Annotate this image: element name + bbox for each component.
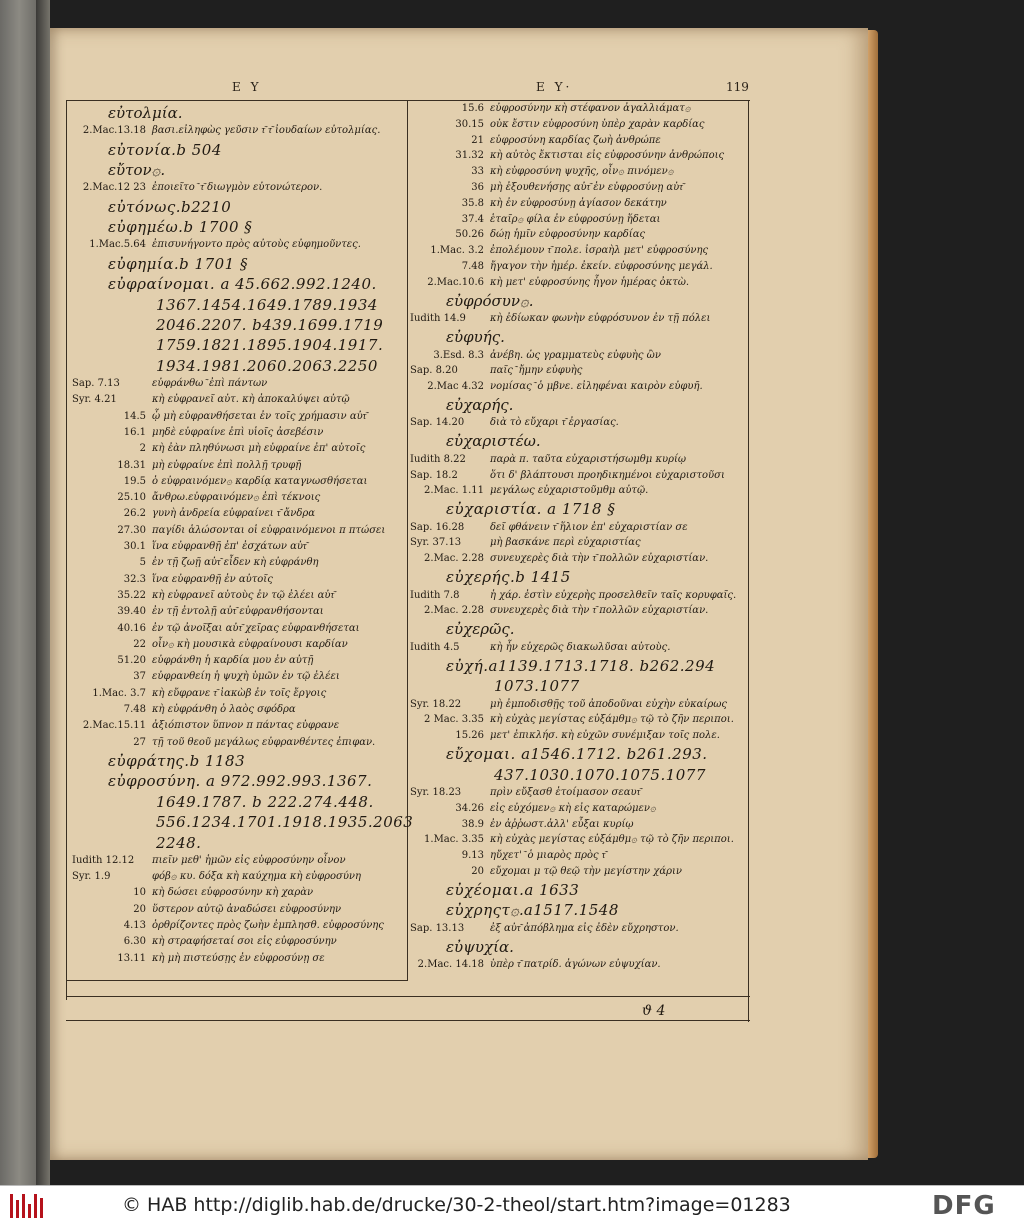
lemma-heading [72, 318, 383, 333]
quotation-text: διὰ τὸ εὔχαρι τ͂ ἐργασίας. [490, 417, 619, 428]
concordance-entry [72, 542, 307, 552]
quotation-text: ἄνθρω.εὐφραινόμεν۞ ἐπὶ τέκνοις [152, 492, 321, 503]
concordance-entry [72, 591, 334, 601]
lemma-text: εὐχαριστέω. [446, 432, 541, 450]
verse-reference: Syr. 1.9 [72, 871, 111, 882]
lemma-text: εὐχέομαι.a 1633 [446, 881, 580, 899]
concordance-entry [72, 428, 323, 438]
lemma-heading [410, 294, 534, 309]
hab-logo-icon [8, 1192, 44, 1220]
verse-reference: 33 [471, 166, 484, 177]
quotation-text: εὐφρανθείη ἡ ψυχὴ ὑμῶν ἐν τῷ ἐλέει [152, 671, 340, 682]
frame-left-rule [66, 100, 67, 1000]
quotation-text: ἐν ἀῤῥωστ.ἀλλ' εὖξαι κυρίῳ [490, 819, 634, 830]
lemma-text: 1367.1454.1649.1789.1934 [156, 296, 378, 314]
concordance-entry [410, 471, 725, 481]
concordance-entry [410, 731, 720, 741]
verse-reference: Iudith 4.5 [410, 642, 460, 653]
concordance-entry [72, 493, 320, 503]
lemma-heading [72, 836, 201, 851]
lemma-text: εὐχερής.b 1415 [446, 568, 571, 586]
concordance-entry [410, 835, 734, 845]
lemma-text: εὐφημέω.b 1700 § [108, 218, 253, 236]
concordance-entry [410, 215, 660, 225]
lemma-heading [72, 163, 165, 178]
lemma-heading [410, 883, 579, 898]
concordance-entry [72, 921, 384, 931]
concordance-entry [410, 788, 640, 798]
verse-reference: Sap. 16.28 [410, 522, 465, 533]
quotation-text: κὴ αὐτὸς ἔκτισται εἰς εὐφροσύνην ἀνθρώποις [490, 150, 725, 161]
quotation-text: ἀξιόπιστον ὕπνον π πάντας εὐφρανε [152, 720, 340, 731]
lemma-heading [410, 622, 515, 637]
quotation-text: ἡ χάρ. ἐστὶν εὐχερὴς προσελθεῖν ταῖς κορυφαῖς. [490, 590, 737, 601]
quotation-text: ὅτι δ' βλάπτουσι προηδικημένοι εὐχαριστοῦσι [490, 470, 725, 481]
quotation-text: ἑταῖρ۞ φίλα ἐν εὐφροσύνῃ ἥδεται [490, 214, 661, 225]
quotation-text: κὴ μετ' εὐφροσύνης ἦγον ἡμέρας ὀκτὼ. [490, 277, 690, 288]
frame-bottom-rule [66, 996, 750, 997]
lemma-heading [72, 106, 183, 121]
quotation-text: πρὶν εὔξασθ ἑτοίμασον σεαυτ͂ [490, 787, 641, 798]
quotation-text: ἀνέβη. ὡς γραμματεὺς εὐφυὴς ὢν [490, 350, 661, 361]
concordance-entry [72, 183, 322, 193]
verse-reference: 26.2 [123, 508, 146, 519]
verse-reference: Syr. 37.13 [410, 537, 462, 548]
book-gutter [36, 0, 50, 1185]
lemma-text: εὔτον۞. [108, 161, 166, 179]
verse-reference: 35.8 [461, 198, 484, 209]
concordance-entry [72, 607, 324, 617]
verse-reference: Iudith 7.8 [410, 590, 460, 601]
verse-reference: Iudith 12.12 [72, 855, 135, 866]
lemma-text: 1073.1077 [494, 677, 580, 695]
concordance-entry [72, 888, 313, 898]
concordance-entry [410, 366, 582, 376]
quotation-text: ἵνα εὐφρανθῇ ἐπ' ἐσχάτων αὐτ͂ [152, 541, 307, 552]
verse-reference: 2.Mac. 2.28 [424, 605, 484, 616]
quotation-text: εὔχομαι μ τῷ θεῷ τὴν μεγίστην χάριν [490, 866, 682, 877]
concordance-entry [410, 591, 736, 601]
quotation-text: κὴ εὐφρανεῖ αὐτοὺς ἐν τῷ ἐλέει αὐτ͂ [152, 590, 335, 601]
lemma-heading [410, 659, 715, 674]
lemma-heading [410, 570, 571, 585]
verse-reference: Iudith 14.9 [410, 313, 466, 324]
verse-reference: 2.Mac.10.6 [427, 277, 484, 288]
header-left: Ε Υ [232, 80, 262, 94]
lemma-text: 556.1234.1701.1918.1935.2063 [156, 813, 414, 831]
lemma-heading [410, 940, 514, 955]
verse-reference: 37 [133, 671, 146, 682]
concordance-entry [72, 937, 337, 947]
quotation-text: κὴ εὐφράνθη ὁ λαὸς σφόδρα [152, 704, 296, 715]
verse-reference: 1.Mac.5.64 [89, 239, 146, 250]
verse-reference: 38.9 [461, 819, 484, 830]
lemma-heading [410, 398, 513, 413]
lemma-text: εὐχαρής. [446, 396, 514, 414]
concordance-entry [410, 606, 708, 616]
verse-reference: 30.1 [123, 541, 146, 552]
concordance-entry [410, 486, 648, 496]
quotation-text: οὐκ ἔστιν εὐφροσύνη ὑπὲρ χαρὰν καρδίας [490, 119, 705, 130]
lemma-heading [72, 338, 383, 353]
concordance-entry [72, 526, 385, 536]
footer-bar [0, 1185, 1024, 1226]
quotation-text: παῖς ͂ ἤμην εὐφυὴς [490, 365, 583, 376]
verse-reference: 20 [133, 904, 146, 915]
quotation-text: ᾧ μὴ εὐφρανθήσεται ἐν τοῖς χρήμασιν αὐτ͂ [152, 411, 367, 422]
concordance-entry [72, 444, 365, 454]
verse-reference: 2.Mac 4.32 [427, 381, 484, 392]
verse-reference: 2 Mac. 3.35 [424, 714, 484, 725]
quotation-text: μὴ εὐφραίνε ἐπὶ πολλῇ τρυφῇ [152, 460, 302, 471]
lemma-heading [72, 257, 248, 272]
quotation-text: κὴ ἐδίωκαν φωνὴν εὐφρόσυνον ἐν τῇ πόλει [490, 313, 711, 324]
concordance-entry [72, 575, 273, 585]
lemma-text: εὐψυχία. [446, 938, 514, 956]
lemma-text: εὐφροσύνη. a 972.992.993.1367. [108, 772, 373, 790]
verse-reference: 2.Mac. 2.28 [424, 553, 484, 564]
concordance-entry [410, 700, 727, 710]
verse-reference: 14.5 [123, 411, 146, 422]
lemma-heading [72, 143, 222, 158]
lemma-heading [410, 330, 505, 345]
lemma-heading [410, 679, 580, 694]
concordance-entry [410, 262, 713, 272]
lemma-text: εὐχερῶς. [446, 620, 515, 638]
quotation-text: ἐξ αὐτ͂ ἀπόβλημα εἰς ἐδὲν εὔχρηστον. [490, 923, 679, 934]
quotation-text: ὑπὲρ τ͂ πατρίδ. ἀγώνων εὐψυχίαν. [490, 959, 661, 970]
verse-reference: 2.Mac. 1.11 [424, 485, 484, 496]
header-center: Ε Υ· [536, 80, 573, 94]
concordance-entry [410, 851, 605, 861]
verse-reference: Sap. 7.13 [72, 378, 120, 389]
lemma-heading [72, 774, 372, 789]
lemma-heading [410, 434, 541, 449]
quotation-text: κὴ εὐφροσύνη ψυχῆς, οἶν۞ πινόμεν۞ [490, 166, 674, 177]
verse-reference: 16.1 [123, 427, 146, 438]
concordance-entry [410, 554, 708, 564]
dfg-logo: DFG [932, 1191, 996, 1221]
lemma-text: εὐτολμία. [108, 104, 183, 122]
quotation-text: εὐφράνθη ἡ καρδία μου ἐν αὐτῇ [152, 655, 314, 666]
concordance-entry [410, 120, 705, 130]
quotation-text: κὴ ἐν εὐφροσύνῃ ἁγίασον δεκάτην [490, 198, 667, 209]
concordance-entry [410, 643, 670, 653]
quotation-text: μεγάλως εὐχαριστοῦμθμ αὐτῷ. [490, 485, 649, 496]
quotation-text: τῇ τοῦ θεοῦ μεγάλως εὐφρανθέντες ἐπιφαν. [152, 737, 376, 748]
verse-reference: 1.Mac. 3.2 [430, 245, 484, 256]
lemma-heading [72, 298, 378, 313]
column-divider [407, 100, 408, 980]
verse-reference: 4.13 [123, 920, 146, 931]
concordance-entry [410, 230, 645, 240]
quotation-text: μηδὲ εὐφραίνε ἐπὶ υἱοῖς ἀσεβέσιν [152, 427, 324, 438]
quotation-text: κὴ εὐχὰς μεγίστας εὐξάμθμ۞ τῷ τὸ ζῆν περιποι. [490, 714, 734, 725]
concordance-entry [410, 199, 667, 209]
lemma-text: 2046.2207. b439.1699.1719 [156, 316, 384, 334]
verse-reference: 5 [139, 557, 146, 568]
concordance-entry [72, 461, 301, 471]
lemma-text: 437.1030.1070.1075.1077 [494, 766, 706, 784]
verse-reference: Iudith 8.22 [410, 454, 466, 465]
quotation-text: κὴ εὔφρανε τ͂ ἰακὼβ ἐν τοῖς ἔργοις [152, 688, 327, 699]
concordance-entry [72, 721, 339, 731]
lemma-text: εὐτόνως.b2210 [108, 198, 232, 216]
frame-top-rule [66, 100, 750, 101]
verse-reference: 19.5 [123, 476, 146, 487]
verse-reference: 1.Mac. 3.7 [92, 688, 146, 699]
verse-reference: 30.15 [455, 119, 484, 130]
quotation-text: φόβ۞ κυ. δόξα κὴ καύχημα κὴ εὐφροσύνη [152, 871, 361, 882]
concordance-entry [72, 624, 360, 634]
concordance-entry [72, 856, 346, 866]
lemma-heading [72, 754, 245, 769]
quotation-text: ἐν τῇ ζωῇ αὐτ͂ εἶδεν κὴ εὐφράνθη [152, 557, 319, 568]
lemma-heading [72, 277, 377, 292]
concordance-entry [72, 689, 326, 699]
lemma-text: εὐφρόσυν۞. [446, 292, 534, 310]
concordance-entry [410, 820, 634, 830]
lemma-text: εὐφημία.b 1701 § [108, 255, 248, 273]
lemma-heading [72, 220, 252, 235]
lemma-text: 2248. [156, 834, 202, 852]
lemma-text: εὔχομαι. a1546.1712. b261.293. [446, 745, 708, 763]
lemma-text: εὐχρηςτ۞.a1517.1548 [446, 901, 619, 919]
quotation-text: ἐπολέμουν τ͂ πολε. ἰσραὴλ μετ' εὐφροσύνης [490, 245, 709, 256]
concordance-entry [72, 656, 313, 666]
quotation-text: δώῃ ἡμῖν εὐφροσύνην καρδίας [490, 229, 646, 240]
verse-reference: 9.13 [461, 850, 484, 861]
quotation-text: κὴ εὐφρανεῖ αὐτ. κὴ ἀποκαλύψει αὐτῷ [152, 394, 350, 405]
verse-reference: Sap. 14.20 [410, 417, 465, 428]
verse-reference: 27.30 [117, 525, 146, 536]
lemma-heading [410, 747, 708, 762]
quotation-text: συνευχερὲς διὰ τὴν τ͂ πολλῶν εὐχαριστίαν. [490, 553, 709, 564]
quotation-text: ἐποιεῖτο ͂ τ͂ διωγμὸν εὐτονώτερον. [152, 182, 323, 193]
verse-reference: 3.Esd. 8.3 [433, 350, 484, 361]
concordance-entry [72, 126, 380, 136]
quotation-text: ἐν τῇ ἐντολῇ αὐτ͂ εὐφρανθήσονται [152, 606, 324, 617]
verse-reference: 1.Mac. 3.35 [424, 834, 484, 845]
verse-reference: 32.3 [123, 574, 146, 585]
concordance-entry [410, 104, 691, 114]
quotation-text: νομίσας ͂ ὁ μβνε. εἰληφέναι καιρὸν εὐφυῆ. [490, 381, 703, 392]
verse-reference: 36 [471, 182, 484, 193]
concordance-entry [410, 167, 674, 177]
concordance-entry [410, 867, 682, 877]
lemma-heading [72, 359, 378, 374]
signature-mark: ϑ 4 [642, 1003, 666, 1019]
verse-reference: 20 [471, 866, 484, 877]
lemma-text: 1934.1981.2060.2063.2250 [156, 357, 378, 375]
quotation-text: γυνὴ ἀνδρεία εὐφραίνει τ͂ ἄνδρα [152, 508, 316, 519]
concordance-entry [72, 379, 267, 389]
frame-right-rule [748, 100, 749, 1022]
quotation-text: οἶν۞ κὴ μουσικὰ εὐφραίνουσι καρδίαν [152, 639, 348, 650]
quotation-text: παρὰ π. ταῦτα εὐχαριστήσωμθμ κυρίῳ [490, 454, 687, 465]
concordance-entry [410, 804, 656, 814]
verse-reference: 35.22 [117, 590, 146, 601]
concordance-entry [410, 960, 661, 970]
verse-reference: 18.31 [117, 460, 146, 471]
quotation-text: μὴ ἐμποδισθῇς τοῦ ἀποδοῦναι εὐχὴν εὐκαίρως [490, 699, 727, 710]
quotation-text: κὴ στραφήσεταί σοι εἰς εὐφροσύνην [152, 936, 337, 947]
quotation-text: πιεῖν μεθ' ἡμῶν εἰς εὐφροσύνην οἶνον [152, 855, 346, 866]
verse-reference: 15.26 [455, 730, 484, 741]
lemma-heading [72, 815, 413, 830]
concordance-entry [410, 136, 661, 146]
quotation-text: κὴ δώσει εὐφροσύνην κὴ χαρὰν [152, 887, 314, 898]
concordance-entry [72, 738, 375, 748]
lemma-text: εὐχή.a1139.1713.1718. b262.294 [446, 657, 716, 675]
lemma-text: εὐφράτης.b 1183 [108, 752, 246, 770]
concordance-entry [410, 278, 689, 288]
verse-reference: Syr. 18.22 [410, 699, 462, 710]
verse-reference: Sap. 13.13 [410, 923, 465, 934]
concordance-entry [410, 382, 703, 392]
concordance-entry [410, 246, 708, 256]
concordance-entry [410, 523, 688, 533]
verse-reference: 2.Mac.15.11 [82, 720, 146, 731]
lemma-text: εὐφραίνομαι. a 45.662.992.1240. [108, 275, 377, 293]
quotation-text: ἐν τῷ ἀνοῖξαι αὐτ͂ χεῖρας εὐφρανθήσεται [152, 623, 360, 634]
concordance-entry [72, 954, 325, 964]
verse-reference: 37.4 [461, 214, 484, 225]
verse-reference: 27 [133, 737, 146, 748]
concordance-entry [410, 418, 619, 428]
verse-reference: 7.48 [123, 704, 146, 715]
verse-reference: 22 [133, 639, 146, 650]
verse-reference: 39.40 [117, 606, 146, 617]
quotation-text: συνευχερὲς διὰ τὴν τ͂ πολλῶν εὐχαριστίαν. [490, 605, 709, 616]
quotation-text: μὴ ἐξουθενήσῃς αὐτ͂ ἐν εὐφροσύνῃ αὐτ͂ [490, 182, 683, 193]
verse-reference: 10 [133, 887, 146, 898]
verse-reference: 2 [139, 443, 146, 454]
quotation-text: ὁ εὐφραινόμεν۞ καρδίᾳ καταγνωσθήσεται [152, 476, 368, 487]
verse-reference: 2.Mac.12 23 [82, 182, 146, 193]
verse-reference: 15.6 [461, 103, 484, 114]
quotation-text: ἐπισυνήγοντο πρὸς αὐτοὺς εὐφημοῦντες. [152, 239, 361, 250]
quotation-text: κὴ εὐχὰς μεγίστας εὐξάμθμ۞ τῷ τὸ ζῆν περιποι. [490, 834, 734, 845]
verse-reference: 34.26 [455, 803, 484, 814]
concordance-entry [72, 395, 350, 405]
quotation-text: εἰς εὐχόμεν۞ κὴ εἰς καταρώμεν۞ [490, 803, 656, 814]
concordance-entry [410, 151, 724, 161]
concordance-entry [72, 509, 315, 519]
quotation-text: ὕστερον αὐτῷ ἀναδώσει εὐφροσύνην [152, 904, 342, 915]
concordance-entry [72, 477, 367, 487]
verse-reference: 2.Mac. 14.18 [417, 959, 484, 970]
verse-reference: Syr. 18.23 [410, 787, 462, 798]
concordance-entry [410, 183, 683, 193]
frame-bottom-outer-rule [66, 1020, 750, 1021]
concordance-entry [72, 240, 361, 250]
lemma-heading [72, 200, 231, 215]
verse-reference: 2.Mac.13.18 [82, 125, 146, 136]
concordance-entry [410, 715, 734, 725]
lemma-heading [72, 795, 374, 810]
verse-reference: Sap. 8.20 [410, 365, 458, 376]
quotation-text: ἵνα εὐφρανθῇ ἐν αὐτοῖς [152, 574, 273, 585]
quotation-text: δεῖ φθάνειν τ͂ ἥλιον ἐπ' εὐχαριστίαν σε [490, 522, 688, 533]
concordance-entry [72, 558, 319, 568]
lemma-heading [410, 768, 706, 783]
concordance-entry [410, 538, 641, 548]
lemma-text: εὐτονία.b 504 [108, 141, 222, 159]
verse-reference: 31.32 [455, 150, 484, 161]
quotation-text: βασι.εἰληφὼς γεῦσιν τ͂ τ͂ ἰουδαίων εὐτολμίας. [152, 125, 381, 136]
quotation-text: κὴ ἦν εὐχερῶς διακωλῦσαι αὐτοὺς. [490, 642, 671, 653]
verse-reference: 6.30 [123, 936, 146, 947]
lemma-heading [410, 502, 615, 517]
quotation-text: μὴ βασκάνε περὶ εὐχαριστίας [490, 537, 641, 548]
verse-reference: 51.20 [117, 655, 146, 666]
concordance-entry [410, 455, 686, 465]
page-number: 119 [726, 80, 749, 94]
quotation-text: ἤγαγον τὴν ἡμέρ. ἐκείν. εὐφροσύνης μεγάλ. [490, 261, 713, 272]
quotation-text: μετ' ἐπικλήσ. κὴ εὐχῶν συνέμιξαν τοῖς πολε. [490, 730, 720, 741]
concordance-entry [72, 705, 296, 715]
quotation-text: κὴ μὴ πιστεύσῃς ἐν εὐφροσύνῃ σε [152, 953, 325, 964]
verse-reference: 13.11 [117, 953, 146, 964]
concordance-entry [410, 924, 679, 934]
verse-reference: 50.26 [455, 229, 484, 240]
concordance-entry [72, 412, 366, 422]
quotation-text: ὀρθρίζοντες πρὸς ζωὴν ἐμπλησθ. εὐφροσύνης [152, 920, 384, 931]
lemma-text: 1759.1821.1895.1904.1917. [156, 336, 384, 354]
copyright-link[interactable]: © HAB http://diglib.hab.de/drucke/30-2-theol/start.htm?image=01283 [122, 1194, 791, 1216]
frame-bottom-rule-left [66, 980, 408, 981]
concordance-entry [410, 314, 710, 324]
lemma-text: εὐφυής. [446, 328, 505, 346]
verse-reference: 25.10 [117, 492, 146, 503]
concordance-entry [72, 905, 341, 915]
quotation-text: εὐφροσύνην κὴ στέφανον ἀγαλλιάματ۞ [490, 103, 691, 114]
quotation-text: παγίδι ἁλώσονται οἱ εὐφραινόμενοι π πτώσει [152, 525, 386, 536]
quotation-text: εὐφράνθω ͂ ἐπὶ πάντων [152, 378, 268, 389]
verse-reference: Sap. 18.2 [410, 470, 458, 481]
lemma-text: εὐχαριστία. a 1718 § [446, 500, 616, 518]
verse-reference: Syr. 4.21 [72, 394, 117, 405]
concordance-entry [72, 672, 340, 682]
lemma-text: 1649.1787. b 222.274.448. [156, 793, 374, 811]
quotation-text: ηὔχετ' ͂ ὁ μιαρὸς πρὸς τ͂ [490, 850, 606, 861]
concordance-entry [72, 872, 361, 882]
concordance-entry [72, 640, 348, 650]
verse-reference: 7.48 [461, 261, 484, 272]
verse-reference: 40.16 [117, 623, 146, 634]
verse-reference: 21 [471, 135, 484, 146]
lemma-heading [410, 903, 619, 918]
concordance-entry [410, 351, 661, 361]
quotation-text: εὐφροσύνη καρδίας ζωὴ ἀνθρώπε [490, 135, 661, 146]
quotation-text: κὴ ἐὰν πληθύνωσι μὴ εὐφραίνε ἐπ' αὐτοῖς [152, 443, 366, 454]
